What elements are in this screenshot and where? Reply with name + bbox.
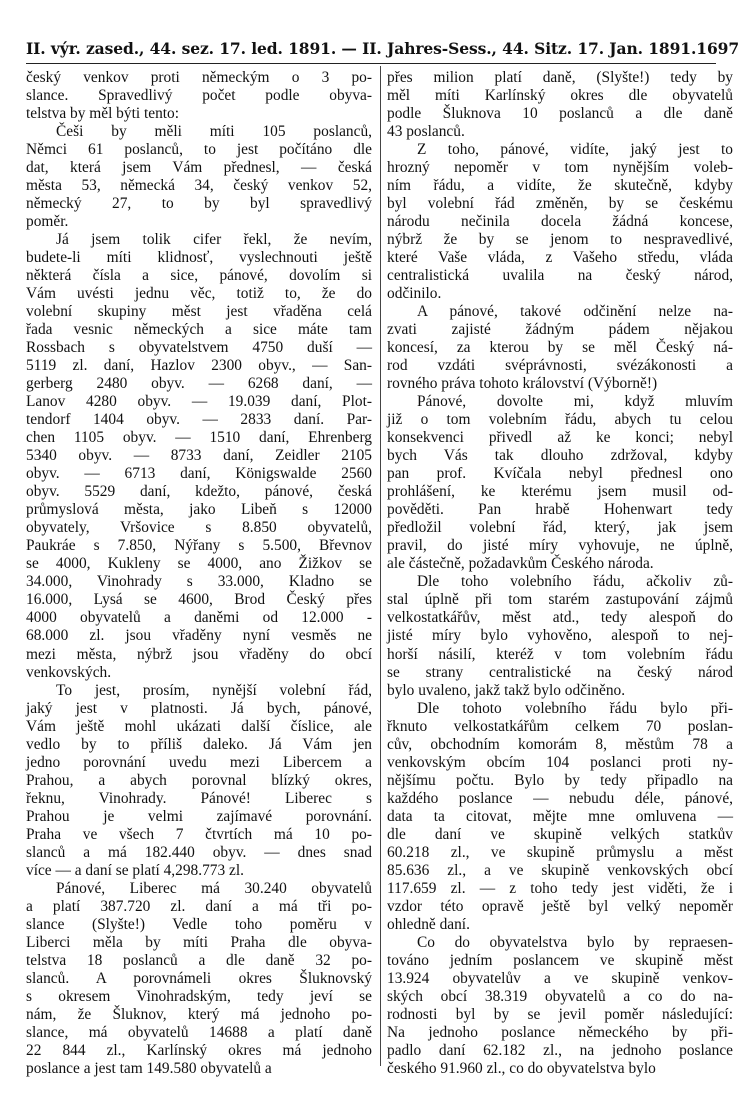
text-line: vedlo by to příliš daleko. Já Vám jen: [26, 735, 372, 753]
text-line: měl míti Karlínský okres dle obyvatelů: [387, 87, 733, 105]
text-line: A pánové, takové odčinění nelze na-: [417, 303, 733, 321]
text-line: To jest, prosím, nynější volební řád,: [56, 681, 372, 699]
text-line: velkostatkářův, měst atd., tedy alespoň do: [387, 609, 733, 627]
text-line: podle Šluknova 10 poslanců a dle daně: [387, 105, 733, 123]
text-line: Co do obyvatelstva bylo by repraesen-: [417, 933, 733, 951]
text-line: Dle toho volebního řádu, ačkoliv zů-: [417, 573, 733, 591]
text-line: ských obcí 38.319 obyvatelů a co do na-: [387, 987, 733, 1005]
text-line: řada vesnic německých a sice máte tam: [26, 321, 372, 339]
text-line: Dle tohoto volebního řádu bylo při-: [417, 699, 733, 717]
text-line: mezi města, nýbrž jsou vřaděny do obcí: [26, 645, 372, 663]
text-line: slance. Spravedlivý počet podle obyva-: [26, 87, 372, 105]
text-line: každého poslance — nebudu déle, pánové,: [387, 789, 733, 807]
header-rule: [26, 63, 716, 64]
text-line: obyv. — 6713 daní, Königswalde 2560: [26, 465, 372, 483]
text-line: dle daní ve skupině velkých statkův: [387, 825, 733, 843]
text-line: koncesí, za kterou by se měl Český ná-: [387, 339, 733, 357]
text-line: Němci 61 poslanců, to jest počítáno dle: [26, 141, 372, 159]
text-line: tendorf 1404 obyv. — 2833 daní. Par-: [26, 411, 372, 429]
text-line: 13.924 obyvatelův a ve skupině venkov-: [387, 969, 733, 987]
text-line: český venkov proti německým o 3 po-: [26, 69, 372, 86]
text-line: Prahou je velmi zajímavé porovnání.: [26, 807, 372, 825]
text-line: bych Vás tak dlouho zdržoval, kdyby: [387, 447, 733, 465]
text-line: 5119 zl. daní, Hazlov 2300 obyv., — San-: [26, 357, 372, 375]
text-line: jedno porovnání uvedu mezi Libercem a: [26, 753, 372, 771]
text-line: rodnosti byl by se jevil poměr následující:: [387, 1005, 733, 1023]
column-divider: [380, 66, 381, 1066]
text-line: 34.000, Vinohrady s 33.000, Kladno se: [26, 573, 372, 591]
text-line: národu nečinila docela žádná koncese,: [387, 213, 733, 231]
text-line: Vám uvésti jednu věc, totiž to, že do: [26, 285, 372, 303]
text-line: 117.659 zl. — z toho tedy jest viděti, že i: [387, 879, 733, 897]
text-line: cův, obchodním komorám 8, městům 78 a: [387, 735, 733, 753]
text-line: ohledně daní.: [387, 915, 470, 933]
text-line: Já jsem tolik cifer řekl, že nevím,: [56, 231, 372, 249]
text-line: zvati zajisté žádným pádem nějakou: [387, 321, 733, 339]
text-line: nýbrž že by se jenom to nespravedlivé,: [387, 231, 733, 249]
text-line: Z toho, pánové, vidíte, jaký jest to: [417, 141, 733, 159]
text-line: Češi by měli míti 105 poslanců,: [56, 123, 372, 141]
text-line: 22 844 zl., Karlínský okres má jednoho: [26, 1041, 372, 1059]
text-line: se 4000, Kukleny se 4000, ano Žižkov se: [26, 555, 372, 573]
text-line: slance (Slyšte!) Vedle toho poměru v: [26, 915, 372, 933]
text-line: rovného práva tohoto království (Výborně!): [387, 375, 658, 393]
text-line: gerberg 2480 obyv. — 6268 daní, —: [26, 375, 372, 393]
text-line: které Vaše vláda, z Vašeho středu, vláda: [387, 249, 733, 267]
text-line: s okresem Vinohradským, tedy jeví se: [26, 987, 372, 1005]
text-line: řeknu, Vinohrady. Pánové! Liberec s: [26, 789, 372, 807]
text-line: slanců. A porovnámeli okres Šluknovský: [26, 969, 372, 987]
text-line: telstva by měl býti tento:: [26, 105, 180, 123]
text-line: telstva 18 poslanců a dle daně 32 po-: [26, 951, 372, 969]
text-line: horší násilí, kteréž v tom volebním řádu: [387, 645, 733, 663]
text-line: 43 poslanců.: [387, 123, 465, 141]
text-line: 60.218 zl., ve skupině průmyslu a měst: [387, 843, 733, 861]
text-line: chen 1105 obyv. — 1510 daní, Ehrenberg: [26, 429, 372, 447]
text-line: slanců a má 182.440 obyv. — dnes snad: [26, 843, 372, 861]
text-line: prohlášení, ke kterému jsem musil od-: [387, 483, 733, 501]
text-line: Prahou, a abych porovnal blízký okres,: [26, 771, 372, 789]
text-line: ale částečně, požadavkům Českého národa.: [387, 555, 654, 573]
text-line: konsekvenci přivedl až ke konci; nebyl: [387, 429, 733, 447]
text-line: Rossbach s obyvatelstvem 4750 duší —: [26, 339, 372, 357]
text-line: stal úplně při tom starém zastupování zájmů: [387, 591, 733, 609]
text-line: volební skupiny měst jest vřaděna celá: [26, 303, 372, 321]
text-line: Praha ve všech 7 čtvrtích má 10 po-: [26, 825, 372, 843]
text-line: Liberci měla by míti Praha dle obyva-: [26, 933, 372, 951]
text-line: řknuto velkostatkářům celkem 70 poslan-: [387, 717, 733, 735]
text-line: Na jednoho poslance německého by při-: [387, 1023, 733, 1041]
text-line: více — a daní se platí 4,298.773 zl.: [26, 861, 244, 879]
text-line: některá čísla a sice, pánové, dovolím si: [26, 267, 372, 285]
text-line: pravil, do jisté míry vyhovuje, ne úplně,: [387, 537, 733, 555]
text-line: Paukráe s 7.850, Nýřany s 5.500, Břevnov: [26, 537, 372, 555]
text-line: obyvately, Vršovice s 8.850 obyvatelů,: [26, 519, 372, 537]
text-line: poměr.: [26, 213, 69, 231]
text-line: 5340 obyv. — 8733 daní, Zeidler 2105: [26, 447, 372, 465]
text-line: Pánové, Liberec má 30.240 obyvatelů: [56, 879, 372, 897]
header-session-info: II. výr. zased., 44. sez. 17. led. 1891. — II. Jahres-Sess., 44. Sitz. 17. Jan. 1891.: [26, 38, 697, 58]
text-line: slance, má obyvatelů 14688 a platí daně: [26, 1023, 372, 1041]
text-line: padlo daní 62.182 zl., na jednoho poslance: [387, 1041, 733, 1059]
text-line: německý 27, to by byl spravedlivý: [26, 195, 372, 213]
text-line: venkovským obcím 104 poslanci proti ny-: [387, 753, 733, 771]
text-line: obyv. 5529 daní, kdežto, pánové, česká: [26, 483, 372, 501]
text-line: ním řádu, a vidíte, že skutečně, kdyby: [387, 177, 733, 195]
text-line: dat, která jsem Vám přednesl, — česká: [26, 159, 372, 177]
text-line: a platí 387.720 zl. daní a má tři po-: [26, 897, 372, 915]
text-line: předložil volební řád, který, jak jsem: [387, 519, 733, 537]
running-header: [26, 36, 740, 60]
text-line: se strany centralistické na český národ: [387, 663, 733, 681]
text-line: jisté míry bylo vyhověno, alespoň to nej-: [387, 627, 733, 645]
text-line: města 53, německá 34, český venkov 52,: [26, 177, 372, 195]
text-line: českého 91.960 zl., co do obyvatelstva bylo: [387, 1059, 656, 1077]
text-line: jaký jest v platnosti. Já bych, pánové,: [26, 699, 372, 717]
text-line: budete-li míti klidnosť, vyslechnouti ještě: [26, 249, 372, 267]
text-line: hrozný nepoměr v tom nynějším voleb-: [387, 159, 733, 177]
text-line: data ta citovat, mějte mne omluvena —: [387, 807, 733, 825]
text-line: poslance a jest tam 149.580 obyvatelů a: [26, 1059, 272, 1077]
text-line: průmyslová města, jako Libeň s 12000: [26, 501, 372, 519]
text-line: 4000 obyvatelů a daněmi od 12.000 -: [26, 609, 372, 627]
text-line: pověděti. Pan hrabě Hohenwart tedy: [387, 501, 733, 519]
text-line: bylo uvaleno, jakž takž bylo odčiněno.: [387, 681, 626, 699]
text-line: pan prof. Kvíčala nebyl přednesl ono: [387, 465, 733, 483]
text-line: Vám ještě mohl ukázati další číslice, ale: [26, 717, 372, 735]
right-column: [387, 69, 733, 1078]
text-line: odčinilo.: [387, 285, 442, 303]
text-line: 85.636 zl., a ve skupině venkovských obcí: [387, 861, 733, 879]
text-line: již o tom volebním řádu, abych tu celou: [387, 411, 733, 429]
text-line: rod vzdáti svéprávnosti, svézákonosti a: [387, 357, 733, 375]
text-line: venkovských.: [26, 663, 112, 681]
left-column: [26, 69, 372, 1078]
text-line: byl volební řád změněn, by se českému: [387, 195, 733, 213]
text-line: 16.000, Lysá se 4600, Brod Český přes: [26, 591, 372, 609]
text-line: Pánové, dovolte mi, když mluvím: [417, 393, 733, 411]
text-line: Lanov 4280 obyv. — 19.039 daní, Plot-: [26, 393, 372, 411]
text-line: 68.000 zl. jsou vřaděny nyní vesměs ne: [26, 627, 372, 645]
page-number: 1697: [696, 38, 740, 58]
text-line: centralistická uvalila na český národ,: [387, 267, 733, 285]
text-line: továno jedním poslancem ve skupině měst: [387, 951, 733, 969]
text-line: nějšímu počtu. Bylo by tedy připadlo na: [387, 771, 733, 789]
text-line: nám, že Šluknov, který má jednoho po-: [26, 1005, 372, 1023]
text-line: vzdor této opravě ještě byl velký nepoměr: [387, 897, 733, 915]
text-line: přes milion platí daně, (Slyšte!) tedy by: [387, 69, 733, 86]
